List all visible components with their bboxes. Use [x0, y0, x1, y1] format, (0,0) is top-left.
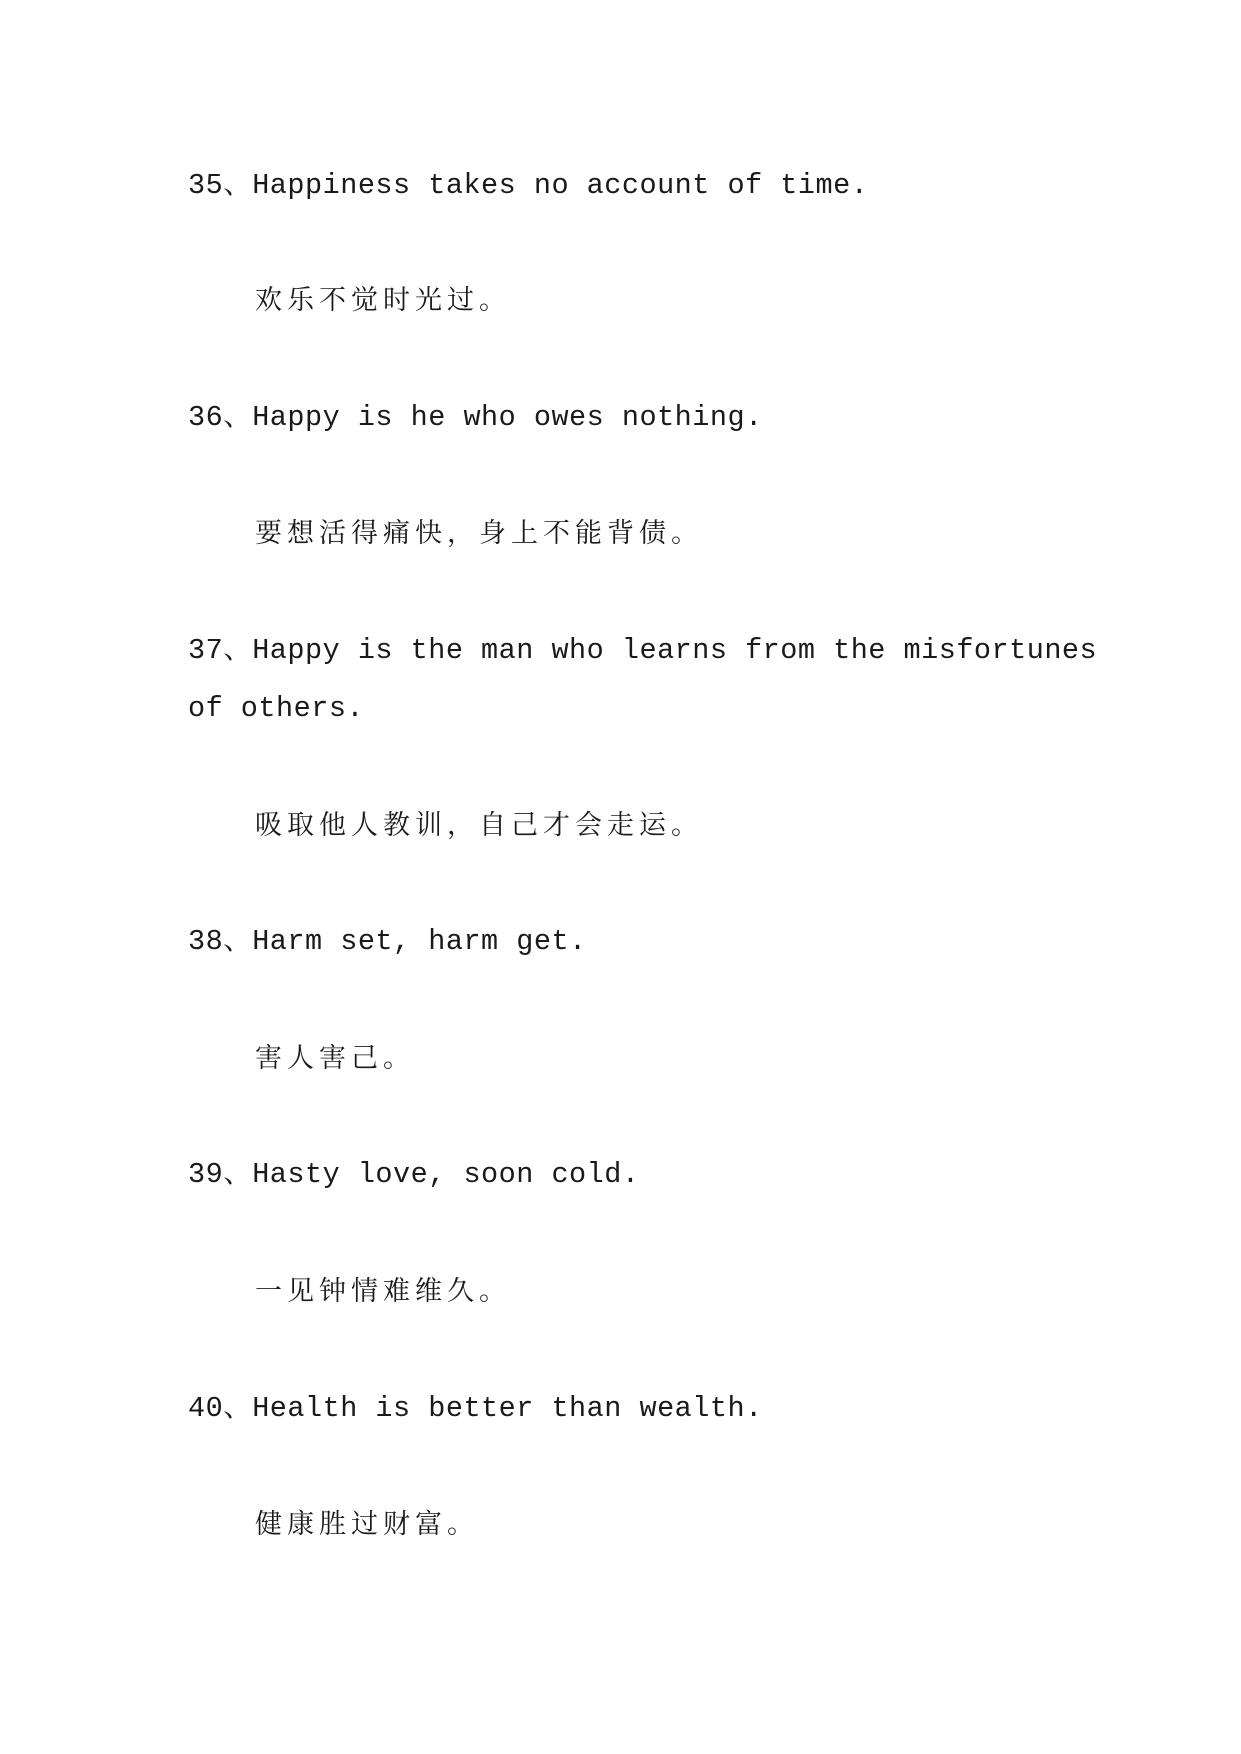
proverb-36-english: 36、Happy is he who owes nothing.: [188, 401, 763, 434]
proverb-37-chinese: 吸取他人教训，自己才会走运。: [255, 810, 703, 841]
proverb-35-english: 35、Happiness takes no account of time.: [188, 169, 869, 202]
proverb-39-english: 39、Hasty love, soon cold.: [188, 1158, 640, 1191]
proverb-40-english: 40、Health is better than wealth.: [188, 1392, 763, 1425]
proverb-37-english-line2: of others.: [188, 692, 365, 725]
proverb-40-chinese: 健康胜过财富。: [255, 1509, 479, 1540]
proverb-35-chinese: 欢乐不觉时光过。: [255, 285, 511, 316]
proverb-38-chinese: 害人害己。: [255, 1043, 415, 1074]
proverb-39-chinese: 一见钟情难维久。: [255, 1276, 511, 1307]
proverb-36-chinese: 要想活得痛快，身上不能背债。: [255, 518, 703, 549]
proverb-38-english: 38、Harm set, harm get.: [188, 925, 587, 958]
proverb-37-english-line1: 37、Happy is the man who learns from the misfortunes: [188, 634, 1098, 667]
